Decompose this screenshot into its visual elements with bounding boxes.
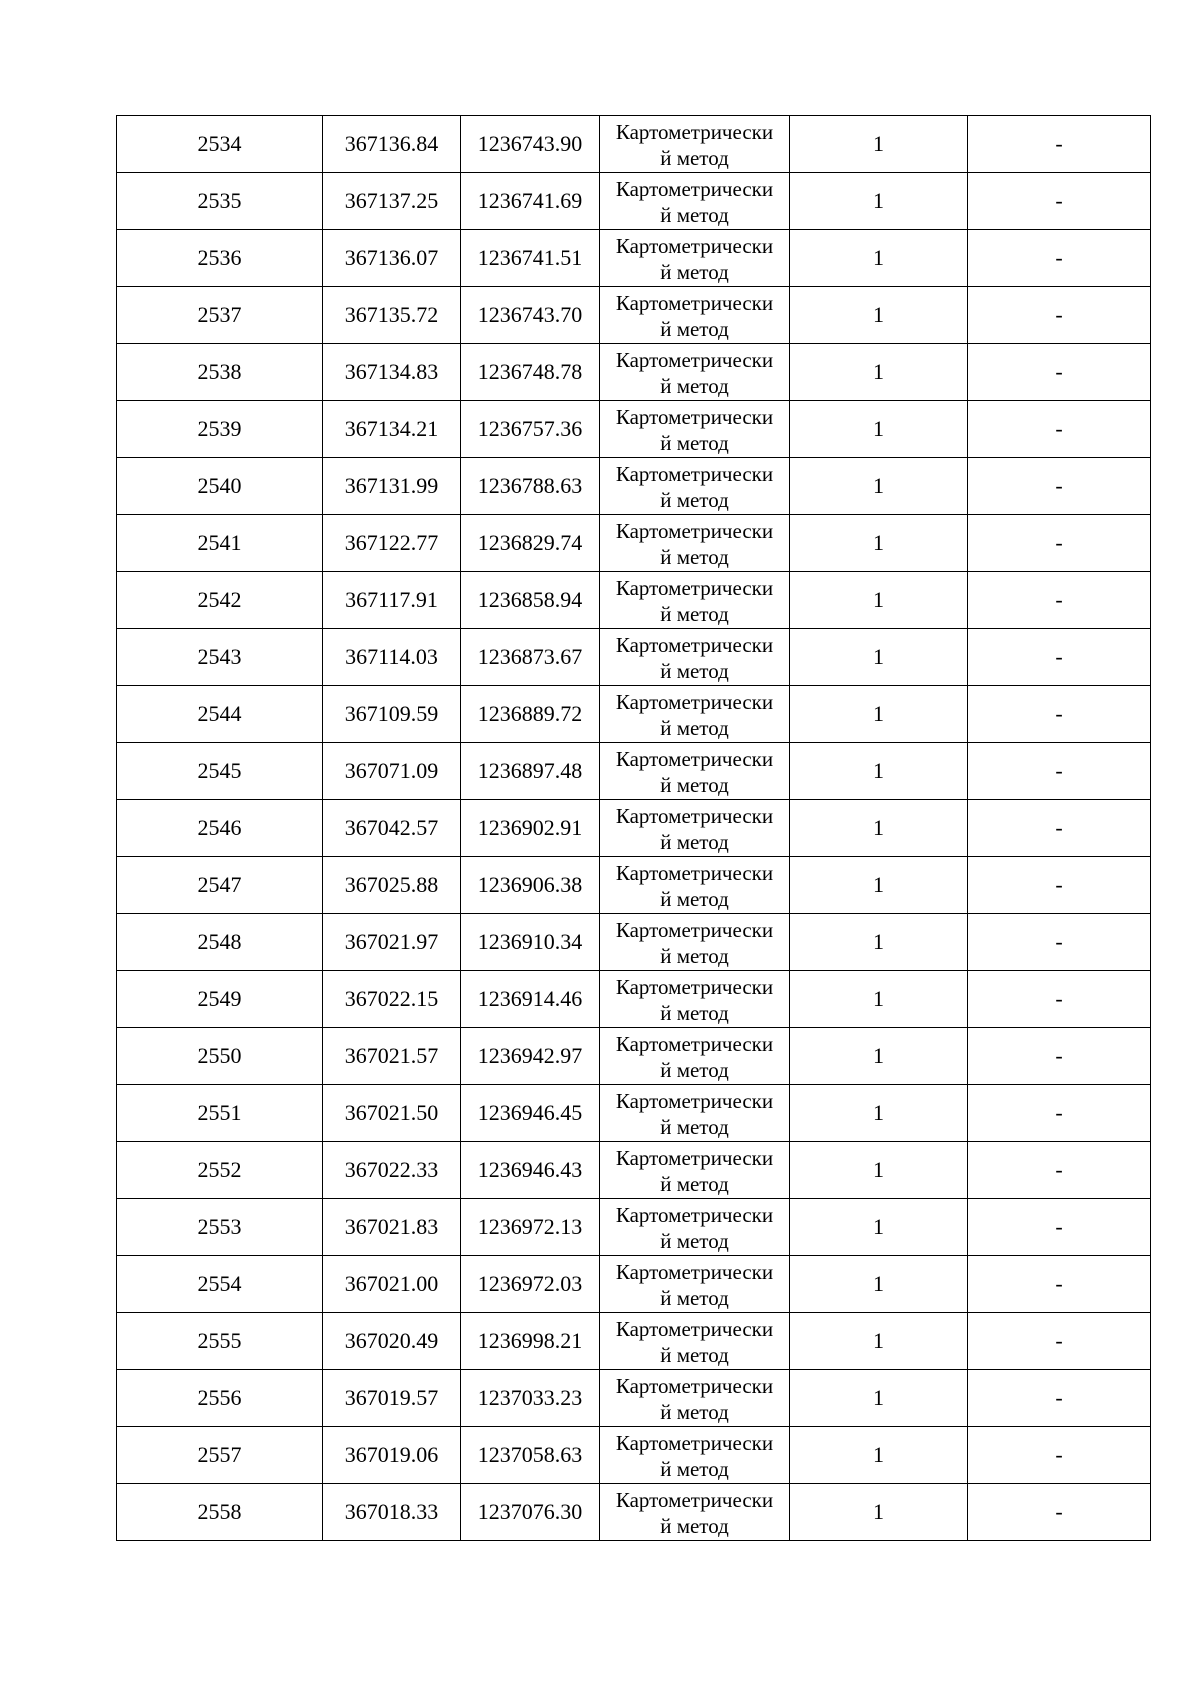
method-text-line-2: й метод xyxy=(660,430,729,455)
point-number-cell: 2538 xyxy=(117,344,323,401)
y-coordinate-cell: 1236743.90 xyxy=(461,116,600,173)
x-coordinate-cell: 367134.21 xyxy=(323,401,461,458)
table-row xyxy=(117,1028,1151,1085)
method-cell xyxy=(600,800,790,857)
table-row xyxy=(117,458,1151,515)
y-coordinate-cell: 1236741.69 xyxy=(461,173,600,230)
y-coordinate-cell: 1236889.72 xyxy=(461,686,600,743)
method-cell xyxy=(600,1085,790,1142)
y-coordinate-cell: 1236906.38 xyxy=(461,857,600,914)
note-cell: - xyxy=(968,857,1151,914)
x-coordinate-cell: 367136.07 xyxy=(323,230,461,287)
method-cell xyxy=(600,743,790,800)
point-number-cell: 2556 xyxy=(117,1370,323,1427)
method-cell xyxy=(600,1313,790,1370)
method-text-line-2: й метод xyxy=(660,658,729,683)
x-coordinate-cell: 367137.25 xyxy=(323,173,461,230)
table-row xyxy=(117,572,1151,629)
method-cell xyxy=(600,401,790,458)
x-coordinate-cell: 367109.59 xyxy=(323,686,461,743)
y-coordinate-cell: 1237058.63 xyxy=(461,1427,600,1484)
table-row xyxy=(117,1427,1151,1484)
method-cell xyxy=(600,629,790,686)
table-row xyxy=(117,800,1151,857)
method-text-line-2: й метод xyxy=(660,772,729,797)
method-cell xyxy=(600,1142,790,1199)
method-text-line-1: Картометрически xyxy=(615,974,774,999)
method-text-line-1: Картометрически xyxy=(615,233,774,258)
x-coordinate-cell: 367042.57 xyxy=(323,800,461,857)
accuracy-cell: 1 xyxy=(790,116,968,173)
accuracy-cell: 1 xyxy=(790,1370,968,1427)
method-text-line-2: й метод xyxy=(660,1399,729,1424)
x-coordinate-cell: 367019.57 xyxy=(323,1370,461,1427)
table-row xyxy=(117,1142,1151,1199)
table-row xyxy=(117,914,1151,971)
point-number-cell: 2546 xyxy=(117,800,323,857)
y-coordinate-cell: 1236946.45 xyxy=(461,1085,600,1142)
method-text-line-2: й метод xyxy=(660,1057,729,1082)
note-cell: - xyxy=(968,401,1151,458)
method-cell xyxy=(600,1199,790,1256)
x-coordinate-cell: 367114.03 xyxy=(323,629,461,686)
y-coordinate-cell: 1236972.13 xyxy=(461,1199,600,1256)
table-row xyxy=(117,686,1151,743)
accuracy-cell: 1 xyxy=(790,1199,968,1256)
point-number-cell: 2537 xyxy=(117,287,323,344)
accuracy-cell: 1 xyxy=(790,287,968,344)
method-cell xyxy=(600,116,790,173)
y-coordinate-cell: 1236942.97 xyxy=(461,1028,600,1085)
accuracy-cell: 1 xyxy=(790,344,968,401)
table-row xyxy=(117,1313,1151,1370)
accuracy-cell: 1 xyxy=(790,1028,968,1085)
table-row xyxy=(117,857,1151,914)
table-row xyxy=(117,1085,1151,1142)
y-coordinate-cell: 1236946.43 xyxy=(461,1142,600,1199)
point-number-cell: 2557 xyxy=(117,1427,323,1484)
method-cell xyxy=(600,686,790,743)
accuracy-cell: 1 xyxy=(790,1427,968,1484)
method-text-line-2: й метод xyxy=(660,544,729,569)
accuracy-cell: 1 xyxy=(790,458,968,515)
note-cell: - xyxy=(968,173,1151,230)
method-text-line-2: й метод xyxy=(660,1456,729,1481)
point-number-cell: 2536 xyxy=(117,230,323,287)
table-row xyxy=(117,1484,1151,1541)
method-text-line-2: й метод xyxy=(660,373,729,398)
method-text-line-1: Картометрически xyxy=(615,1259,774,1284)
note-cell: - xyxy=(968,1370,1151,1427)
method-text-line-1: Картометрически xyxy=(615,746,774,771)
table-row xyxy=(117,344,1151,401)
x-coordinate-cell: 367021.57 xyxy=(323,1028,461,1085)
x-coordinate-cell: 367135.72 xyxy=(323,287,461,344)
method-cell xyxy=(600,173,790,230)
method-text-line-1: Картометрически xyxy=(615,1145,774,1170)
note-cell: - xyxy=(968,572,1151,629)
point-number-cell: 2549 xyxy=(117,971,323,1028)
x-coordinate-cell: 367022.33 xyxy=(323,1142,461,1199)
table-row xyxy=(117,1199,1151,1256)
note-cell: - xyxy=(968,1142,1151,1199)
accuracy-cell: 1 xyxy=(790,515,968,572)
y-coordinate-cell: 1236788.63 xyxy=(461,458,600,515)
method-cell xyxy=(600,857,790,914)
point-number-cell: 2547 xyxy=(117,857,323,914)
note-cell: - xyxy=(968,1256,1151,1313)
method-text-line-1: Картометрически xyxy=(615,1088,774,1113)
note-cell: - xyxy=(968,743,1151,800)
x-coordinate-cell: 367131.99 xyxy=(323,458,461,515)
y-coordinate-cell: 1236873.67 xyxy=(461,629,600,686)
y-coordinate-cell: 1236897.48 xyxy=(461,743,600,800)
note-cell: - xyxy=(968,686,1151,743)
table-row xyxy=(117,116,1151,173)
note-cell: - xyxy=(968,1313,1151,1370)
method-text-line-2: й метод xyxy=(660,316,729,341)
note-cell: - xyxy=(968,971,1151,1028)
table-row xyxy=(117,515,1151,572)
method-cell xyxy=(600,914,790,971)
accuracy-cell: 1 xyxy=(790,686,968,743)
method-text-line-1: Картометрически xyxy=(615,404,774,429)
y-coordinate-cell: 1236998.21 xyxy=(461,1313,600,1370)
point-number-cell: 2553 xyxy=(117,1199,323,1256)
x-coordinate-cell: 367021.83 xyxy=(323,1199,461,1256)
method-text-line-1: Картометрически xyxy=(615,290,774,315)
point-number-cell: 2534 xyxy=(117,116,323,173)
table-row xyxy=(117,401,1151,458)
accuracy-cell: 1 xyxy=(790,629,968,686)
method-text-line-1: Картометрически xyxy=(615,860,774,885)
table-row xyxy=(117,743,1151,800)
note-cell: - xyxy=(968,1427,1151,1484)
method-text-line-2: й метод xyxy=(660,259,729,284)
y-coordinate-cell: 1236858.94 xyxy=(461,572,600,629)
x-coordinate-cell: 367134.83 xyxy=(323,344,461,401)
accuracy-cell: 1 xyxy=(790,914,968,971)
point-number-cell: 2550 xyxy=(117,1028,323,1085)
method-cell xyxy=(600,971,790,1028)
method-text-line-1: Картометрически xyxy=(615,1373,774,1398)
point-number-cell: 2551 xyxy=(117,1085,323,1142)
note-cell: - xyxy=(968,116,1151,173)
note-cell: - xyxy=(968,515,1151,572)
note-cell: - xyxy=(968,914,1151,971)
method-text-line-2: й метод xyxy=(660,202,729,227)
y-coordinate-cell: 1237033.23 xyxy=(461,1370,600,1427)
method-text-line-1: Картометрически xyxy=(615,461,774,486)
table-row xyxy=(117,1256,1151,1313)
accuracy-cell: 1 xyxy=(790,800,968,857)
method-cell xyxy=(600,458,790,515)
method-text-line-1: Картометрически xyxy=(615,347,774,372)
accuracy-cell: 1 xyxy=(790,1085,968,1142)
method-cell xyxy=(600,572,790,629)
note-cell: - xyxy=(968,287,1151,344)
method-text-line-1: Картометрически xyxy=(615,632,774,657)
table-body xyxy=(117,116,1151,1541)
point-number-cell: 2544 xyxy=(117,686,323,743)
x-coordinate-cell: 367022.15 xyxy=(323,971,461,1028)
accuracy-cell: 1 xyxy=(790,1142,968,1199)
method-text-line-1: Картометрически xyxy=(615,119,774,144)
y-coordinate-cell: 1236972.03 xyxy=(461,1256,600,1313)
accuracy-cell: 1 xyxy=(790,173,968,230)
point-number-cell: 2543 xyxy=(117,629,323,686)
y-coordinate-cell: 1237076.30 xyxy=(461,1484,600,1541)
method-text-line-2: й метод xyxy=(660,1513,729,1538)
method-text-line-2: й метод xyxy=(660,1228,729,1253)
x-coordinate-cell: 367071.09 xyxy=(323,743,461,800)
point-number-cell: 2548 xyxy=(117,914,323,971)
point-number-cell: 2535 xyxy=(117,173,323,230)
y-coordinate-cell: 1236743.70 xyxy=(461,287,600,344)
method-text-line-2: й метод xyxy=(660,1342,729,1367)
method-text-line-1: Картометрически xyxy=(615,1316,774,1341)
note-cell: - xyxy=(968,344,1151,401)
method-cell xyxy=(600,230,790,287)
note-cell: - xyxy=(968,629,1151,686)
method-cell xyxy=(600,515,790,572)
method-text-line-1: Картометрически xyxy=(615,1031,774,1056)
accuracy-cell: 1 xyxy=(790,230,968,287)
note-cell: - xyxy=(968,1028,1151,1085)
accuracy-cell: 1 xyxy=(790,572,968,629)
note-cell: - xyxy=(968,458,1151,515)
method-cell xyxy=(600,1484,790,1541)
x-coordinate-cell: 367018.33 xyxy=(323,1484,461,1541)
y-coordinate-cell: 1236910.34 xyxy=(461,914,600,971)
table-row xyxy=(117,1370,1151,1427)
method-text-line-2: й метод xyxy=(660,1000,729,1025)
point-number-cell: 2558 xyxy=(117,1484,323,1541)
table-row xyxy=(117,629,1151,686)
x-coordinate-cell: 367025.88 xyxy=(323,857,461,914)
y-coordinate-cell: 1236748.78 xyxy=(461,344,600,401)
x-coordinate-cell: 367117.91 xyxy=(323,572,461,629)
method-text-line-2: й метод xyxy=(660,943,729,968)
point-number-cell: 2552 xyxy=(117,1142,323,1199)
y-coordinate-cell: 1236829.74 xyxy=(461,515,600,572)
method-text-line-1: Картометрически xyxy=(615,1430,774,1455)
method-text-line-1: Картометрически xyxy=(615,803,774,828)
method-cell xyxy=(600,1256,790,1313)
x-coordinate-cell: 367122.77 xyxy=(323,515,461,572)
y-coordinate-cell: 1236914.46 xyxy=(461,971,600,1028)
x-coordinate-cell: 367021.97 xyxy=(323,914,461,971)
accuracy-cell: 1 xyxy=(790,1313,968,1370)
method-text-line-2: й метод xyxy=(660,1285,729,1310)
accuracy-cell: 1 xyxy=(790,401,968,458)
accuracy-cell: 1 xyxy=(790,1484,968,1541)
point-number-cell: 2540 xyxy=(117,458,323,515)
x-coordinate-cell: 367019.06 xyxy=(323,1427,461,1484)
x-coordinate-cell: 367021.50 xyxy=(323,1085,461,1142)
accuracy-cell: 1 xyxy=(790,743,968,800)
x-coordinate-cell: 367136.84 xyxy=(323,116,461,173)
method-text-line-2: й метод xyxy=(660,1114,729,1139)
point-number-cell: 2541 xyxy=(117,515,323,572)
accuracy-cell: 1 xyxy=(790,971,968,1028)
method-cell xyxy=(600,287,790,344)
note-cell: - xyxy=(968,1484,1151,1541)
method-cell xyxy=(600,1370,790,1427)
point-number-cell: 2539 xyxy=(117,401,323,458)
method-text-line-1: Картометрически xyxy=(615,689,774,714)
y-coordinate-cell: 1236741.51 xyxy=(461,230,600,287)
table-row xyxy=(117,287,1151,344)
y-coordinate-cell: 1236902.91 xyxy=(461,800,600,857)
method-cell xyxy=(600,1028,790,1085)
method-cell xyxy=(600,1427,790,1484)
method-text-line-1: Картометрически xyxy=(615,1202,774,1227)
method-text-line-2: й метод xyxy=(660,145,729,170)
table-row xyxy=(117,173,1151,230)
method-text-line-1: Картометрически xyxy=(615,575,774,600)
accuracy-cell: 1 xyxy=(790,857,968,914)
method-text-line-1: Картометрически xyxy=(615,518,774,543)
method-text-line-2: й метод xyxy=(660,601,729,626)
point-number-cell: 2554 xyxy=(117,1256,323,1313)
point-number-cell: 2555 xyxy=(117,1313,323,1370)
note-cell: - xyxy=(968,1199,1151,1256)
method-text-line-1: Картометрически xyxy=(615,917,774,942)
method-text-line-2: й метод xyxy=(660,487,729,512)
note-cell: - xyxy=(968,1085,1151,1142)
point-number-cell: 2545 xyxy=(117,743,323,800)
table-row xyxy=(117,230,1151,287)
method-text-line-2: й метод xyxy=(660,886,729,911)
x-coordinate-cell: 367020.49 xyxy=(323,1313,461,1370)
note-cell: - xyxy=(968,800,1151,857)
point-number-cell: 2542 xyxy=(117,572,323,629)
method-cell xyxy=(600,344,790,401)
method-text-line-2: й метод xyxy=(660,715,729,740)
table-row xyxy=(117,971,1151,1028)
coordinates-table xyxy=(116,115,1151,1541)
accuracy-cell: 1 xyxy=(790,1256,968,1313)
method-text-line-2: й метод xyxy=(660,829,729,854)
method-text-line-1: Картометрически xyxy=(615,176,774,201)
method-text-line-1: Картометрически xyxy=(615,1487,774,1512)
x-coordinate-cell: 367021.00 xyxy=(323,1256,461,1313)
y-coordinate-cell: 1236757.36 xyxy=(461,401,600,458)
method-text-line-2: й метод xyxy=(660,1171,729,1196)
note-cell: - xyxy=(968,230,1151,287)
